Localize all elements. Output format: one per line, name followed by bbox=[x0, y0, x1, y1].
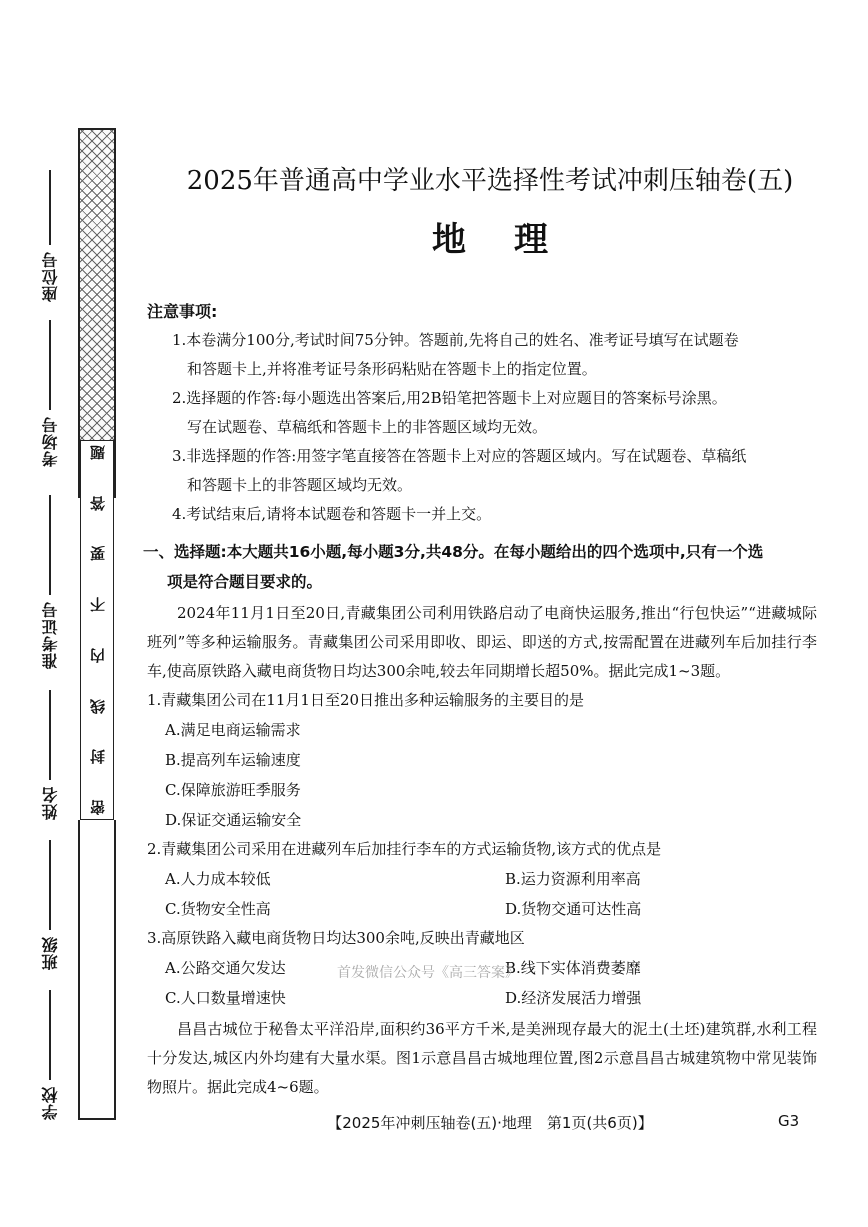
q1-option-c: C.保障旅游旺季服务 bbox=[165, 781, 301, 799]
ticket-field bbox=[32, 495, 68, 669]
notice-heading: 注意事项: bbox=[147, 302, 218, 321]
notice-item: 3.非选择题的作答:用签字笔直接答在答题卡上对应的答题区域内。写在试题卷、草稿纸 和答题卡上的非答题区域均无效。 bbox=[172, 447, 747, 494]
q2-option-c: C.货物安全性高 bbox=[165, 900, 271, 918]
seal-char: 内 bbox=[88, 647, 107, 663]
section-heading: 一、选择题:本大题共16小题,每小题3分,共48分。在每小题给出的四个选项中,只有一个选 项是符合题目要求的。 bbox=[143, 543, 764, 591]
seal-char: 密 bbox=[88, 799, 107, 815]
q3-option-a: A.公路交通欠发达 bbox=[165, 959, 286, 977]
q2-options-row-1 bbox=[147, 864, 817, 894]
q2-option-d: D.货物交通可达性高 bbox=[505, 900, 642, 918]
q2-option-b: B.运力资源利用率高 bbox=[505, 870, 641, 888]
question-1-stem: 1.青藏集团公司在11月1日至20日推出多种运输服务的主要目的是 bbox=[147, 691, 585, 709]
seat-label: 座位号 bbox=[40, 251, 60, 302]
seal-char: 答 bbox=[88, 495, 107, 511]
watermark-text: 首发微信公众号《高三答案》 bbox=[337, 965, 519, 981]
seal-line-notice bbox=[80, 440, 114, 820]
school-label: 学校 bbox=[40, 1086, 60, 1120]
exam-title: 2025年普通高中学业水平选择性考试冲刺压轴卷(五) bbox=[186, 166, 794, 196]
passage-2: 昌昌古城位于秘鲁太平洋沿岸,面积约36平方千米,是美洲现存最大的泥土(土坯)建筑群,水利工程十分发达,城区内外均建有大量水渠。图1示意昌昌古城地理位置,图2示意昌昌古城建筑物中常见装饰物照片。据此完成4~6题。 bbox=[147, 1020, 817, 1096]
question-3-stem: 3.高原铁路入藏电商货物日均达300余吨,反映出青藏地区 bbox=[147, 929, 525, 947]
page-footer: 【2025年冲刺压轴卷(五)·地理 第1页(共6页)】 bbox=[327, 1114, 653, 1132]
class-field bbox=[32, 840, 68, 970]
binding-margin bbox=[32, 150, 72, 1120]
name-label: 姓名 bbox=[40, 786, 60, 820]
notice-item: 4.考试结束后,请将本试题卷和答题卡一并上交。 bbox=[172, 505, 492, 523]
paper-code: G3 bbox=[778, 1112, 800, 1130]
passage-1: 2024年11月1日至20日,青藏集团公司利用铁路启动了电商快运服务,推出“行包快运”“进藏城际班列”等多种运输服务。青藏集团公司采用即收、即运、即送的方式,按需配置在进藏列车后加挂行李车,使高原铁路入藏电商货物日均达300余吨,较去年同期增长超50%。据此完成1~3题。 bbox=[147, 604, 817, 680]
q1-option-a: A.满足电商运输需求 bbox=[165, 721, 301, 739]
q3-options-row-1 bbox=[147, 953, 817, 983]
q3-options-row-2 bbox=[147, 983, 817, 1013]
seal-char: 不 bbox=[88, 597, 107, 613]
room-label: 考场号 bbox=[40, 416, 60, 467]
room-field bbox=[32, 320, 68, 467]
exam-content bbox=[143, 297, 817, 1102]
q3-option-b: B.线下实体消费萎靡 bbox=[505, 959, 641, 977]
seal-char: 要 bbox=[88, 546, 107, 562]
seal-char: 题 bbox=[88, 445, 107, 460]
notice-block bbox=[147, 297, 817, 529]
q3-option-d: D.经济发展活力增强 bbox=[505, 989, 642, 1007]
q2-options-row-2 bbox=[147, 894, 817, 924]
notice-item: 2.选择题的作答:每小题选出答案后,用2B铅笔把答题卡上对应题目的答案标号涂黑。 写在试题卷、草稿纸和答题卡上的非答题区域均无效。 bbox=[172, 389, 727, 436]
seal-char: 线 bbox=[88, 698, 107, 714]
notice-item: 1.本卷满分100分,考试时间75分钟。答题前,先将自己的姓名、准考证号填写在试题卷 和答题卡上,并将准考证号条形码粘贴在答题卡上的指定位置。 bbox=[172, 331, 739, 378]
binding-frame bbox=[78, 820, 116, 1120]
name-field bbox=[32, 690, 68, 820]
question-2-stem: 2.青藏集团公司采用在进藏列车后加挂行李车的方式运输货物,该方式的优点是 bbox=[147, 840, 662, 858]
school-field bbox=[32, 990, 68, 1120]
q1-option-d: D.保证交通运输安全 bbox=[165, 811, 302, 829]
ticket-label: 准考证号 bbox=[40, 601, 60, 669]
class-label: 班级 bbox=[40, 936, 60, 970]
q3-option-c: C.人口数量增速快 bbox=[165, 989, 286, 1007]
subject-title: 地理 bbox=[432, 220, 596, 260]
seal-char: 封 bbox=[88, 749, 107, 765]
seat-field bbox=[32, 170, 68, 302]
q2-option-a: A.人力成本较低 bbox=[165, 870, 271, 888]
q1-option-b: B.提高列车运输速度 bbox=[165, 751, 301, 769]
